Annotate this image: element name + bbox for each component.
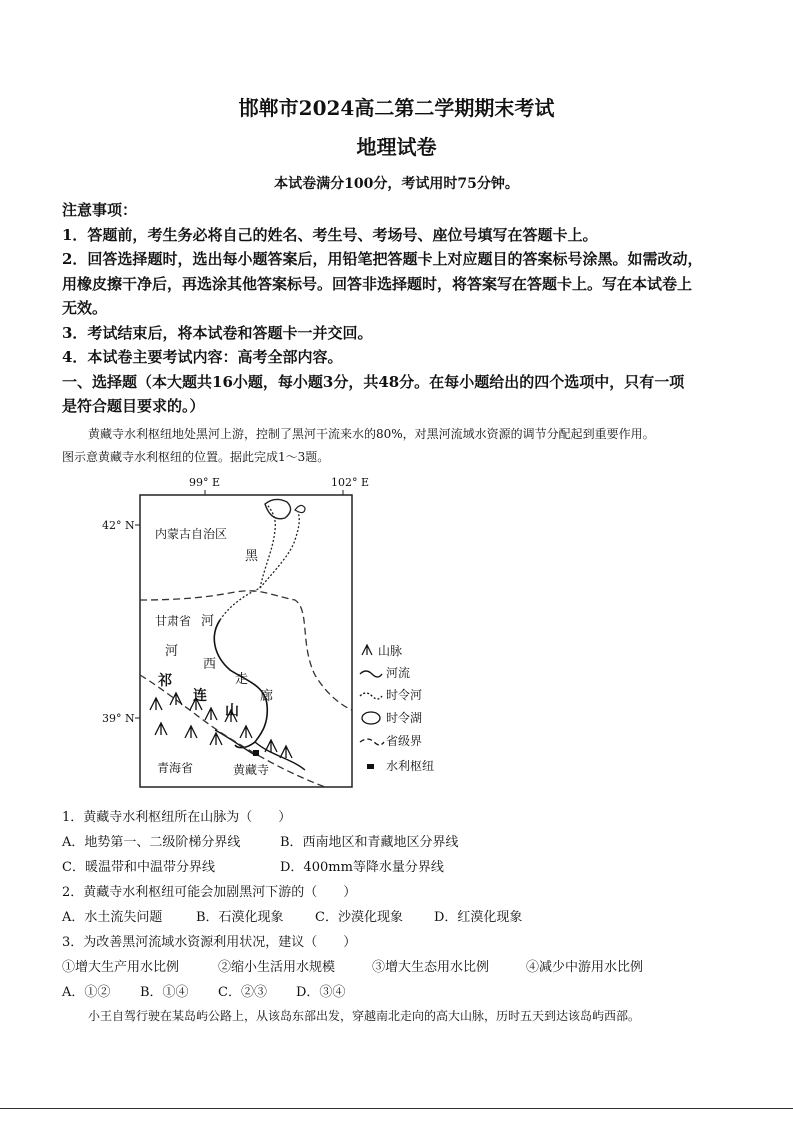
legend-seasonal-lake-label: 时令湖 <box>386 711 423 725</box>
notice-line: 4．本试卷主要考试内容：高考全部内容。 <box>62 348 343 366</box>
mountain-label: 祁 <box>158 673 172 689</box>
section-heading-cont: 是符合题目要求的。） <box>62 397 205 415</box>
lat-label: 42° N <box>102 519 135 532</box>
corridor-label: 走 <box>235 672 249 687</box>
material-intro: 黄藏寺水利枢纽地处黑河上游，控制了黑河干流来水的80%，对黑河流域水资源的调节分配起到重要作用。 <box>88 427 655 441</box>
map-figure <box>95 470 495 790</box>
question-option: A．水土流失问题 <box>62 910 163 925</box>
page-bottom-rule <box>0 1108 793 1109</box>
notice-heading: 注意事项： <box>62 201 138 219</box>
question-stem: 2．黄藏寺水利枢纽可能会加剧黑河下游的（ ） <box>62 885 357 900</box>
seasonal-lake <box>265 499 291 518</box>
notice-line: 用橡皮擦干净后，再选涂其他答案标号。回答非选择题时，将答案写在答题卡上。写在本试卷上 <box>62 275 693 293</box>
question-option: A．①② <box>62 985 111 1000</box>
region-label: 青海省 <box>157 761 194 775</box>
legend-river-icon <box>360 671 382 677</box>
question-option: B．①④ <box>140 985 189 1000</box>
corridor-label: 西 <box>203 657 217 672</box>
notice-line: 3．考试结束后，将本试卷和答题卡一并交回。 <box>62 324 373 342</box>
legend-dam-icon <box>367 764 374 769</box>
dam-label: 黄藏寺 <box>233 763 270 777</box>
river-label: 黑 <box>245 549 259 564</box>
question-stem: 3．为改善黑河流域水资源利用状况，建议（ ） <box>62 935 357 950</box>
legend-dam-label: 水利枢纽 <box>386 759 435 773</box>
legend-border-icon <box>360 739 384 745</box>
page-title: 邯郸市2024高二第二学期期末考试 <box>238 96 555 120</box>
lon-label: 102° E <box>331 476 370 489</box>
legend-mountain-icon <box>362 645 372 655</box>
legend <box>360 644 434 773</box>
notice-line: 2．回答选择题时，选出每小题答案后，用铅笔把答题卡上对应题目的答案标号涂黑。如需改动， <box>62 250 703 268</box>
question-choice: ③增大生态用水比例 <box>372 960 490 975</box>
river-label: 河 <box>201 614 215 629</box>
question-option: D．红漠化现象 <box>434 910 523 925</box>
dam-marker <box>253 750 259 756</box>
page-subtitle: 地理试卷 <box>356 135 437 159</box>
question-option: D．400mm等降水量分界线 <box>280 860 444 875</box>
lon-label: 99° E <box>189 476 221 489</box>
question-option: C．沙漠化现象 <box>315 910 403 925</box>
question-choice: ②缩小生活用水规模 <box>218 960 336 975</box>
mountain-label: 连 <box>193 688 207 704</box>
question-option: C．暖温带和中温带分界线 <box>62 860 215 875</box>
legend-border-label: 省级界 <box>386 734 423 748</box>
question-choice: ④减少中游用水比例 <box>526 960 644 975</box>
score-info: 本试卷满分100分，考试用时75分钟。 <box>274 176 519 192</box>
lat-label: 39° N <box>102 712 135 725</box>
next-material-intro: 小王自驾行驶在某岛屿公路上，从该岛东部出发，穿越南北走向的高大山脉，历时五天到达该岛屿西部。 <box>88 1009 641 1023</box>
question-option: A．地势第一、二级阶梯分界线 <box>62 835 241 850</box>
region-label: 甘肃省 <box>155 614 192 628</box>
legend-mountain-label: 山脉 <box>378 644 403 658</box>
seasonal-lake <box>295 505 305 512</box>
mountain-label: 山 <box>225 703 239 719</box>
material-intro: 图示意黄藏寺水利枢纽的位置。据此完成1～3题。 <box>62 450 330 464</box>
corridor-label: 河 <box>165 644 179 659</box>
question-option: B．石漠化现象 <box>196 910 284 925</box>
notice-line: 无效。 <box>62 299 108 317</box>
notice-line: 1．答题前，考生务必将自己的姓名、考生号、考场号、座位号填写在答题卡上。 <box>62 226 598 244</box>
corridor-label: 廊 <box>260 689 274 704</box>
question-stem: 1．黄藏寺水利枢纽所在山脉为（ ） <box>62 810 292 825</box>
seasonal-river <box>220 588 260 620</box>
legend-river-label: 河流 <box>386 666 411 680</box>
question-option: D．③④ <box>296 985 346 1000</box>
legend-seasonal-river-icon <box>360 693 382 699</box>
legend-seasonal-river-label: 时令河 <box>386 688 423 702</box>
question-choice: ①增大生产用水比例 <box>62 960 180 975</box>
section-heading: 一、选择题（本大题共16小题，每小题3分，共48分。在每小题给出的四个选项中，只有一项 <box>62 373 685 391</box>
question-option: B．西南地区和青藏地区分界线 <box>280 835 459 850</box>
legend-seasonal-lake-icon <box>362 712 380 724</box>
region-label: 内蒙古自治区 <box>155 527 228 541</box>
question-option: C．②③ <box>218 985 267 1000</box>
seasonal-river <box>260 512 299 588</box>
